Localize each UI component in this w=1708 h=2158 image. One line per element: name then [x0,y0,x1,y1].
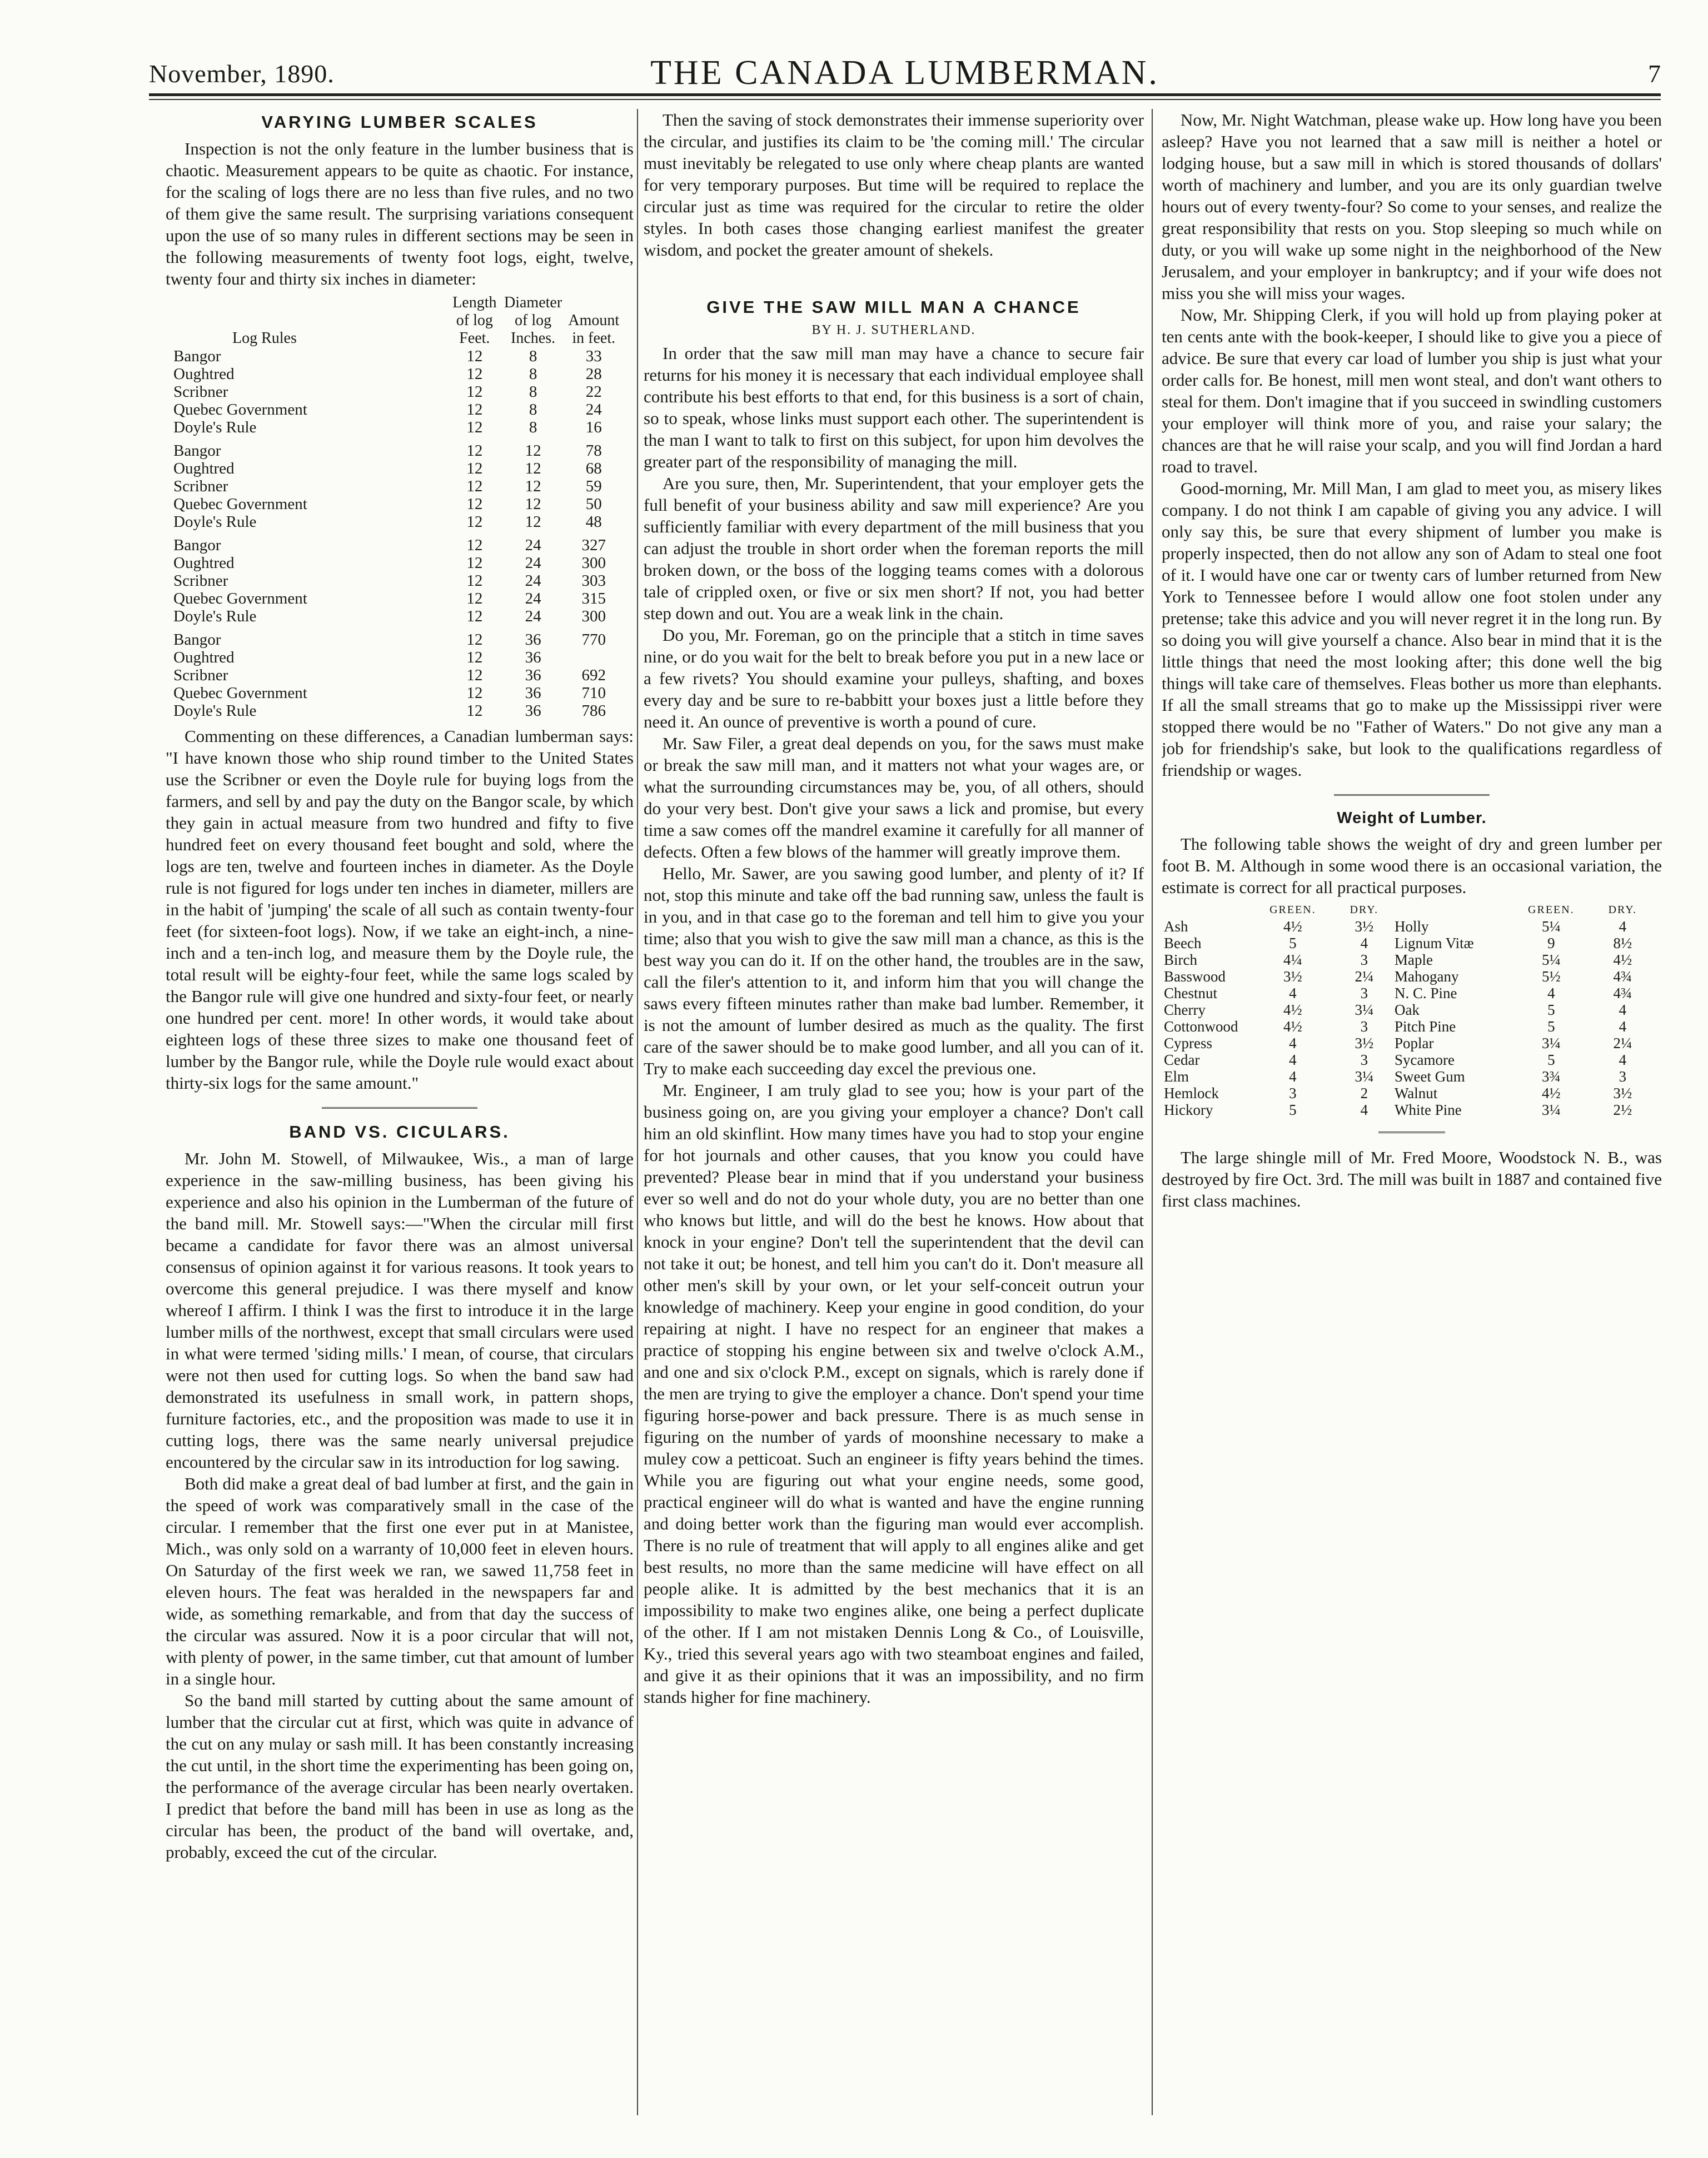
section-separator [322,1107,477,1112]
column-1 [166,109,634,1863]
table-cell: 5 [1289,935,1297,951]
table-cell: 4½ [1283,1018,1302,1035]
table-cell: 12 [466,536,483,554]
table-cell: Quebec Government [173,684,307,702]
table-cell: 315 [581,590,606,607]
table-row [166,383,621,401]
table-cell: 2¼ [1355,968,1374,985]
table-cell: 12 [525,460,541,477]
table-cell: 24 [525,572,541,590]
table-row [1162,1102,1651,1118]
table-row [166,666,621,684]
table-cell: 4¼ [1283,951,1302,968]
table-cell: 4¾ [1613,985,1632,1001]
table-cell: Doyle's Rule [173,607,257,625]
table-cell: Lignum Vitæ [1394,935,1474,951]
table-row [1162,1051,1651,1068]
table-cell: 8 [529,401,537,418]
table-row [1162,985,1651,1001]
table-cell: Ash [1164,918,1188,935]
column-3 [1162,109,1662,1212]
table-row [1162,1001,1651,1018]
table-cell: 5¼ [1542,951,1561,968]
header-rule-thin [149,99,1661,100]
table-cell: 710 [581,684,606,702]
table-cell: 12 [466,418,483,436]
table-cell: 5 [1289,1102,1297,1118]
table-cell: 24 [525,536,541,554]
table-cell: 68 [585,460,602,477]
table-cell: 3¾ [1542,1068,1561,1085]
saw-paragraph: Do you, Mr. Foreman, go on the principle that a stitch in time saves nine, or do you wait for the belt to break before you put in a new lace or a few rivets? You should examine your pulleys, shafting, and boxes every day and be sure to re-babbitt your boxes just a little before they need it. An ounce of preventive is worth a pound of cure. [644,625,1144,731]
table-cell: Scribner [173,666,228,684]
table-cell: Oughtred [173,365,235,383]
table-cell: 3½ [1283,968,1302,985]
table-cell: 8 [529,418,537,436]
table-cell: 12 [466,649,483,666]
table-cell: 4½ [1542,1085,1561,1102]
table-row [166,495,621,513]
band-paragraph: Mr. John M. Stowell, of Milwaukee, Wis., a man of large experience in the saw-milling business, has been giving his experience and also his opinion in the Lumberman of the future of the band mill. Mr. Stowell says:—"When the circular mill first became a candidate for favor there was an almost universal consensus of opinion against it for various reasons. It took years to overcome this general prejudice. I was there myself and know whereof I affirm. I think I was the first to introduce it in the large lumber mills of the northwest, except that small circulars were used in what were termed 'siding mills.' I mean, of course, that circulars were not then used for cutting logs. So when the band saw had demonstrated its usefulness in small work, in pattern shops, furniture factories, etc., and the proposition was made to use it in cutting logs, there was the same nearly universal prejudice encountered by the circular saw in its introduction for log sawing. [166,1149,634,1472]
table-cell: 8 [529,347,537,365]
table-cell: 36 [525,631,541,649]
saw-paragraph: In order that the saw mill man may have a chance to secure fair returns for his money it is necessary that each individual employee shall contribute his best efforts to that end, for this business is a sort of chain, so to speak, whose links must support each other. The superintendent is the man I want to talk to first on this subject, for upon him devolves the greater part of the responsibility of managing the mill. [644,343,1144,471]
table-cell: 5 [1547,1051,1555,1068]
col-header: GREEN. [1269,904,1316,916]
table-row [1162,1018,1651,1035]
table-cell: 12 [466,607,483,625]
table-row [1162,935,1651,951]
table-cell: 327 [581,536,606,554]
table-cell: Oughtred [173,554,235,572]
table-cell: Bangor [173,347,221,365]
col-header: DRY. [1350,904,1379,916]
saw-paragraph: Mr. Saw Filer, a great deal depends on you, for the saws must make or break the saw mill man, and it matters not what your wages are, or what the surrounding circumstances may be, you, of all others, should do your very best. Don't give your saws a lick and promise, but every time a saw comes off the mandrel examine it carefully for all manner of defects. Often a few blows of the hammer will greatly improve them. [644,734,1144,861]
table-cell: Quebec Government [173,401,307,418]
table-cell [566,649,621,666]
table-cell: 12 [466,495,483,513]
scales-heading: VARYING LUMBER SCALES [261,112,538,132]
col-header: Amount in feet. [568,312,620,347]
table-row [166,625,621,649]
table-cell: 3 [1360,985,1368,1001]
table-cell: Bangor [173,536,221,554]
table-row [166,513,621,531]
table-cell: 12 [466,383,483,401]
table-cell: 12 [466,347,483,365]
band-paragraph: Both did make a great deal of bad lumber at first, and the gain in the speed of work was comparatively small in the case of the circular. I remember that the first one ever put in at Manistee, Mich., was only sold on a warranty of 10,000 feet in eleven hours. On Saturday of the first week we ran, we sawed 11,758 feet in eleven hours. The feat was heralded in the newspapers far and wide, as something remarkable, and from that day the success of the circular was assured. Now it is a poor circular that will not, with plenty of power, in the same timber, cut that amount of lumber in a single hour. [166,1474,634,1688]
weight-intro: The following table shows the weight of dry and green lumber per foot B. M. Although in some wood there is an occasional variation, the estimate is correct for all practical purposes. [1162,834,1662,897]
table-cell: Pitch Pine [1394,1018,1456,1035]
table-cell: 4 [1619,1051,1627,1068]
table-cell: 4 [1360,935,1368,951]
table-cell: 2 [1360,1085,1368,1102]
table-cell: 12 [466,401,483,418]
table-cell: 4 [1619,1001,1627,1018]
table-cell: White Pine [1394,1102,1462,1118]
table-cell: Maple [1394,951,1433,968]
table-cell: Bangor [173,631,221,649]
table-cell: 36 [525,702,541,720]
table-cell: 36 [525,666,541,684]
table-row [1162,1085,1651,1102]
table-cell: Mahogany [1394,968,1459,985]
table-row [166,365,621,383]
table-cell: Holly [1394,918,1429,935]
table-cell: 3¼ [1542,1102,1561,1118]
table-cell: 4 [1360,1102,1368,1118]
saw-paragraph: Good-morning, Mr. Mill Man, I am glad to meet you, as misery likes company. I do not think I am capable of giving you any advice. I will only say this, be sure that every shipment of lumber you make is properly inspected, then do not allow any son of Adam to steal one foot of it. I would have one car or twenty cars of lumber returned from New York to Tennessee before I would allow one foot stolen under any pretense; take this advice and you will never regret it in the long run. By so doing you will give yourself a chance. Also bear in mind that it is the little things that need the most looking after; this done well the big things will take care of themselves. Fleas bother us more than elephants. If all the small streams that go to make up the Mississippi river were stopped there would be no "Father of Waters." Do not give any man a job for friendship's sake, but look to the qualifications regardless of friendship or wages. [1162,479,1662,780]
table-cell: 36 [525,649,541,666]
table-cell: 4 [1547,985,1555,1001]
byline: BY H. J. SUTHERLAND. [811,323,976,337]
issue-date: November, 1890. [149,59,335,88]
col-header: DRY. [1608,904,1637,916]
table-row [1162,918,1651,935]
col-header: Length of log Feet. [452,294,497,347]
table-cell: 12 [466,513,483,531]
table-cell: 3¼ [1355,1001,1374,1018]
table-cell: 33 [585,347,602,365]
table-cell: Bangor [173,442,221,460]
col-header: Log Rules [232,330,297,347]
table-row [166,649,621,666]
scales-intro: Inspection is not the only feature in the lumber business that is chaotic. Measurement appears to be quite as chaotic. For instance, for the scaling of logs there are no less than five rules, and no two of them give the same result. The surprising variations consequent upon the use of so many rules in different sections may be seen in the following measurements of twenty foot logs, eight, twelve, twenty four and thirty six inches in diameter: [166,139,634,288]
saw-paragraph: Are you sure, then, Mr. Superintendent, that your employer gets the full benefit of your business ability and saw mill experience? Are you sufficiently familiar with every department of the mill business that you can adjust the trouble in short order when the foreman reports the mill broken down, or the boss of the logging teams comes with a dolorous tale of crippled oxen, or five or six men short? If not, you had better step down and out. You are a weak link in the chain. [644,474,1144,623]
table-cell: 12 [466,477,483,495]
table-cell: Doyle's Rule [173,513,257,531]
table-cell: Oughtred [173,649,235,666]
table-cell: Cherry [1164,1001,1206,1018]
column-divider [637,109,638,2115]
newspaper-title: THE CANADA LUMBERMAN. [650,54,1159,92]
table-cell: Doyle's Rule [173,702,257,720]
table-cell: 12 [466,572,483,590]
scales-closing: Commenting on these differences, a Canadian lumberman says: "I have known those who ship round timber to the United States use the Scribner or even the Doyle rule for buying logs from the farmers, and sell by and pay the duty on the Bangor scale, by which they gain in actual measure from two hundred and fifty to five hundred feet on every thousand feet bought and sold, where the logs are ten, twelve and fourteen inches in diameter. As the Doyle rule is not figured for logs under ten inches in diameter, millers are in the habit of 'jumping' the scale of all such as contain twenty-four feet (for sixteen-foot logs). Now, if we take an eight-inch, a nine-inch and a ten-inch log, and measure them by the Doyle rule, the total result will be eighty-four feet, while the same logs scaled by the Bangor rule will give one hundred and sixty-four feet, or nearly one hundred per cent. more! In other words, it would take about eighteen logs of these three sizes to make one thousand feet of lumber by the Bangor rule, while the Doyle rule would exact about thirty-six logs for the same amount." [166,726,634,1093]
table-cell: 9 [1547,935,1555,951]
table-cell: Cedar [1164,1051,1200,1068]
table-row [166,607,621,625]
table-cell: Doyle's Rule [173,418,257,436]
table-cell: Beech [1164,935,1202,951]
table-row [1162,1068,1651,1085]
saw-heading: GIVE THE SAW MILL MAN A CHANCE [706,297,1081,317]
band-paragraph: Then the saving of stock demonstrates their immense superiority over the circular, and justifies its claim to be 'the coming mill.' The circular must inevitably be relegated to use only where cheap plants are wanted for very temporary purposes. But time will be required to replace the circular just as time was required for the circular to retire the older styles. In both cases those changing earliest manifest the greater wisdom, and pocket the greater amount of shekels. [644,110,1144,260]
table-cell: Hemlock [1164,1085,1219,1102]
table-row [1162,951,1651,968]
table-cell: 12 [466,365,483,383]
table-row [166,436,621,460]
table-cell: 24 [525,554,541,572]
table-cell: 48 [585,513,602,531]
table-cell: 4 [1289,1068,1297,1085]
table-cell: Sweet Gum [1394,1068,1465,1085]
table-cell: 36 [525,684,541,702]
section-separator [1334,794,1490,799]
table-cell: Quebec Government [173,495,307,513]
table-cell: 12 [525,513,541,531]
table-cell: 4 [1289,1051,1297,1068]
weight-heading: Weight of Lumber. [1337,809,1487,827]
table-cell: Cypress [1164,1035,1212,1051]
table-cell: 300 [581,554,606,572]
table-cell: Oak [1394,1001,1420,1018]
table-cell: Walnut [1394,1085,1438,1102]
table-cell: Hickory [1164,1102,1213,1118]
table-cell: 300 [581,607,606,625]
table-cell: Elm [1164,1068,1189,1085]
table-cell: 59 [585,477,602,495]
table-cell: 12 [466,666,483,684]
table-cell: 5½ [1542,968,1561,985]
table-cell: 5 [1547,1001,1555,1018]
table-cell: 28 [585,365,602,383]
table-cell: 24 [525,607,541,625]
table-row [1162,968,1651,985]
footnote: The large shingle mill of Mr. Fred Moore, Woodstock N. B., was destroyed by fire Oct. 3rd. The mill was built in 1887 and contained five first class machines. [1162,1148,1662,1210]
table-cell: 12 [466,702,483,720]
table-cell: 3 [1360,1018,1368,1035]
weight-table [1162,901,1651,1118]
column-divider [1152,109,1153,2115]
table-cell: 8 [529,365,537,383]
table-row [1162,1035,1651,1051]
table-cell: Birch [1164,951,1197,968]
table-row [166,418,621,436]
table-cell: 12 [466,684,483,702]
table-cell: N. C. Pine [1394,985,1457,1001]
table-cell: 3 [1360,951,1368,968]
table-cell: 3½ [1355,918,1374,935]
table-cell: 12 [525,477,541,495]
table-row [166,347,621,365]
table-cell: 3¼ [1542,1035,1561,1051]
col-header: Diameter of log Inches. [504,294,562,347]
table-cell: Scribner [173,477,228,495]
table-cell: 4 [1289,985,1297,1001]
band-paragraph: So the band mill started by cutting about the same amount of lumber that the circular cut at first, which was quite in advance of the cut on any mulay or sash mill. It has been constantly increasing the cut until, in the short time the experimenting has been going on, the performance of the average circular has been nearly overtaken. I predict that before the band mill has been in use as long as the circular has been, the product of the band will overtake, and, probably, exceed the cut of the circular. [166,1691,634,1862]
table-cell: 12 [466,554,483,572]
table-cell: Scribner [173,383,228,401]
table-cell: 12 [525,442,541,460]
page-number: 7 [1648,59,1661,88]
table-row [166,401,621,418]
table-row [166,572,621,590]
table-cell: Chestnut [1164,985,1218,1001]
table-row [166,460,621,477]
table-cell: 4½ [1283,918,1302,935]
table-cell: 5¼ [1542,918,1561,935]
table-cell: 692 [581,666,606,684]
saw-paragraph: Mr. Engineer, I am truly glad to see you; how is your part of the business going on, are you giving your employer a chance? Don't call him an old skinflint. How many times have you had to stop your engine for hot journals and other causes, that you know you could have prevented? Please bear in mind that if you understand your business ever so well and do not do your whole duty, you are no better than one who knows but little, and will do the best he knows. How about that knock in your engine? Don't tell the superintendent that the devil can not take it out; be honest, and tell him you can't do it. Don't measure all other men's skill by your own, or let your self-conceit outrun your knowledge of machinery. Keep your engine in good condition, do your repairing at night. I have no respect for an engineer that makes a practice of stopping his engine between six and twelve o'clock A.M., and one and six o'clock P.M., except on signals, which is rarely done if the men are trying to give the employer a chance. Don't spend your time figuring horse-power and back pressure. There is as much sense in figuring on the number of yards of moonshine necessary to make a muley cow a petticoat. Such an engineer is fifty years behind the times. While you are figuring out what your engine needs, some good, practical engineer will do what is wanted and have the engine running and doing better work than the figuring man would ever accomplish. There is no rule of treatment that will apply to all engines alike and get best results, no more than the same medicine will have effect on all people alike. It is admitted by the best mechanics that it is an impossibility to make two engines alike, one being a perfect duplicate of the other. If I am not mistaken Dennis Long & Co., of Louisville, Ky., tried this several years ago with two steamboat engines and failed, and give it as their opinions that it was an impossibility, and no firm stands higher for fine machinery. [644,1080,1144,1707]
table-cell: 5 [1547,1018,1555,1035]
table-cell: 8½ [1613,935,1632,951]
column-2 [644,109,1144,1708]
table-cell: 16 [585,418,602,436]
table-cell: 4½ [1283,1001,1302,1018]
table-cell: 12 [466,631,483,649]
table-row [166,477,621,495]
saw-paragraph: Now, Mr. Night Watchman, please wake up. How long have you been asleep? Have you not learned that a saw mill is neither a hotel or lodging house, but a saw mill in which is stored thousands of dollars' worth of machinery and lumber, and you are its only guardian twelve hours out of every twenty-four? So come to your senses, and realize the great responsibility that rests on you. Stop sleeping so much while on duty, or you will wake up some night in the neighborhood of the New Jerusalem, and your employer in bankruptcy; and if your wife does not miss you she will miss your wages. [1162,110,1662,303]
saw-paragraph: Hello, Mr. Sawer, are you sawing good lumber, and plenty of it? If not, stop this minute and take off the bad running saw, unless the fault is in you, and in that case go to the foreman and tell him to give you your time; also that you wish to give the saw mill man a chance, as this is the best way you can do it. If on the other hand, the troubles are in the saw, call the filer's attention to it, and inform him that you will change the saws every fifteen minutes rather than make bad lumber. Remember, it is not the amount of lumber desired as much as the quality. The first care of the sawer should be to make good lumber, and all you can of it. Try to make each succeeding day excel the previous one. [644,864,1144,1078]
table-row [166,702,621,720]
table-cell: 4½ [1613,951,1632,968]
table-cell: 12 [466,590,483,607]
table-cell: 2¼ [1613,1035,1632,1051]
table-row [166,531,621,554]
col-header: GREEN. [1528,904,1575,916]
table-cell: 12 [466,460,483,477]
saw-paragraph: Now, Mr. Shipping Clerk, if you will hold up from playing poker at ten cents ante with the book-keeper, I should like to give you a piece of advice. Be sure that every car load of lumber you ship is just what your order calls for. Be honest, mill men wont steal, and don't want others to steal for them. Don't imagine that if you succeed in swindling customers your employer will think more of you, and raise your salary; the chances are that he will raise your scalp, and you will find Jordan a hard road to travel. [1162,305,1662,476]
table-cell: 3½ [1613,1085,1632,1102]
table-row [166,554,621,572]
table-cell: 4 [1289,1035,1297,1051]
table-cell: 3 [1289,1085,1297,1102]
header-rule [149,93,1661,96]
table-cell: Scribner [173,572,228,590]
table-row [166,590,621,607]
table-cell: Basswood [1164,968,1226,985]
table-cell: 3¼ [1355,1068,1374,1085]
masthead [149,53,1661,94]
table-cell: Oughtred [173,460,235,477]
table-cell: 2½ [1613,1102,1632,1118]
table-cell: 24 [585,401,602,418]
table-cell: 22 [585,383,602,401]
table-cell: 8 [529,383,537,401]
table-cell: 24 [525,590,541,607]
log-rules-table [166,294,621,720]
table-cell: 12 [466,442,483,460]
band-heading: BAND VS. CICULARS. [289,1122,510,1142]
table-cell: 303 [581,572,606,590]
section-separator [1378,1132,1445,1137]
table-cell: 4 [1619,1018,1627,1035]
table-cell: 12 [525,495,541,513]
table-cell: 4¾ [1613,968,1632,985]
table-cell: Sycamore [1394,1051,1455,1068]
table-row [166,684,621,702]
table-cell: 786 [581,702,606,720]
table-cell: Cottonwood [1164,1018,1238,1035]
table-cell: Poplar [1394,1035,1434,1051]
table-cell: 3 [1619,1068,1627,1085]
table-cell: 3 [1360,1051,1368,1068]
table-cell: 3½ [1355,1035,1374,1051]
table-cell: 50 [585,495,602,513]
table-cell: 78 [585,442,602,460]
table-cell: 770 [581,631,606,649]
table-cell: 4 [1619,918,1627,935]
table-cell: Quebec Government [173,590,307,607]
